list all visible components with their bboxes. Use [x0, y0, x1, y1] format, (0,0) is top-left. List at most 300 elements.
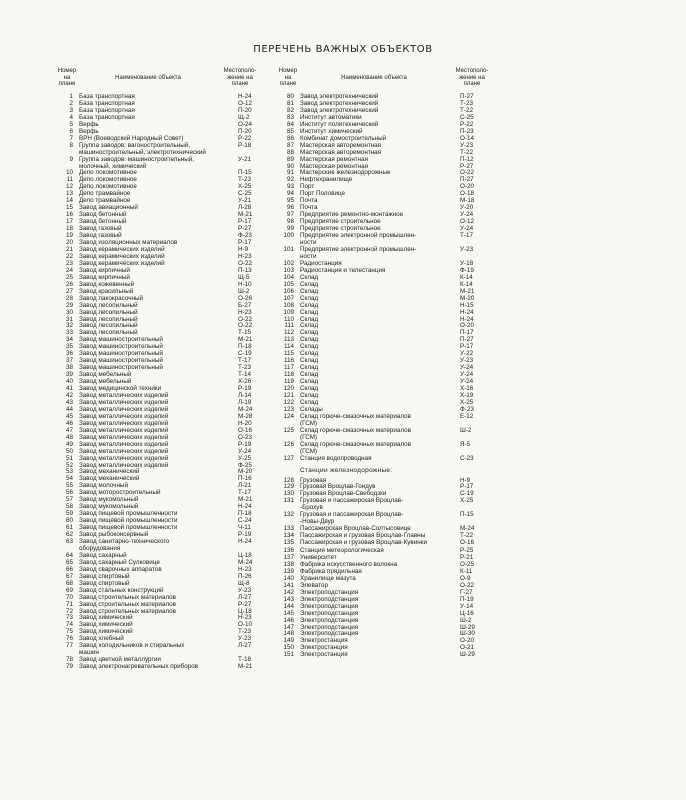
object-number: 95: [286, 197, 294, 205]
object-name: Склад: [300, 398, 319, 406]
object-location: Н-9: [238, 245, 249, 253]
object-number: 39: [65, 371, 73, 379]
object-number: 117: [283, 364, 294, 372]
object-number: 150: [283, 644, 294, 652]
objects-column-right: [276, 68, 492, 659]
object-number: 86: [286, 134, 294, 142]
object-number: 82: [286, 106, 294, 114]
object-number: 19: [65, 232, 73, 240]
object-number: 134: [283, 532, 294, 540]
object-name: Фабрика искусственного волокна: [300, 560, 398, 568]
object-name: Склад: [300, 357, 319, 365]
object-name: Радиостанция: [300, 259, 342, 267]
object-location: Я-5: [460, 440, 471, 448]
object-location: Ш-30: [460, 630, 475, 638]
object-name: Станция метеорологическая: [300, 547, 384, 555]
object-location: Р-27: [238, 225, 252, 233]
object-location: Н-15: [460, 301, 474, 309]
object-number: 20: [65, 239, 73, 247]
object-name: Склад: [300, 301, 319, 309]
object-number: 94: [286, 190, 294, 198]
object-location: С-25: [460, 113, 474, 121]
object-name: Мастерская ремонтная: [300, 155, 369, 163]
object-name: Склад горюче-смазочных материалов (ГСМ): [300, 412, 411, 427]
object-name: База транспортная: [79, 93, 135, 100]
object-location: Ш-29: [460, 651, 475, 659]
object-row: [55, 664, 260, 671]
object-name: Завод химический: [79, 614, 133, 622]
object-name: Завод стальных конструкций: [79, 586, 164, 594]
object-location: Р-17: [238, 218, 252, 226]
object-name: Завод газовый: [79, 225, 122, 233]
object-location: М-21: [460, 287, 475, 295]
object-number: 74: [65, 621, 73, 629]
object-name: Грузовая Вроцлав-Гондув: [300, 483, 376, 491]
object-location: Т-14: [238, 371, 251, 379]
object-location: П-12: [460, 155, 474, 163]
object-location: П-20: [238, 106, 252, 114]
object-number: 55: [65, 482, 73, 490]
object-name: Завод металлических изделий: [79, 447, 169, 455]
object-number: 122: [283, 398, 294, 406]
object-name: Электроподстанция: [300, 602, 359, 610]
object-location: У-23: [238, 586, 252, 594]
object-name: Завод электротехнический: [300, 99, 379, 107]
object-number: 9: [69, 155, 73, 163]
object-location: Н-24: [460, 315, 474, 323]
object-number: 14: [65, 197, 73, 205]
object-location: П-15: [460, 511, 474, 519]
object-number: 49: [65, 440, 73, 448]
object-location: Н-9: [460, 476, 471, 484]
object-name: Электроподстанция: [300, 595, 359, 603]
object-location: Р-19: [238, 440, 252, 448]
object-location: Л-14: [238, 391, 252, 399]
object-name: Депо трамвайное: [79, 197, 131, 205]
object-location: Р-27: [238, 600, 252, 608]
object-location: Ш-29: [460, 623, 475, 631]
object-name: Завод металлических изделий: [79, 419, 169, 427]
object-location: Н-20: [238, 419, 252, 427]
object-location: У-24: [460, 225, 474, 233]
object-location: Х-16: [460, 385, 474, 393]
object-location: Н-24: [238, 503, 252, 511]
object-location: Р-21: [460, 554, 474, 561]
object-name: Завод сварочных аппаратов: [79, 565, 162, 573]
object-location: У-14: [460, 602, 474, 610]
object-location: П-23: [460, 127, 474, 135]
object-location: У-20: [460, 204, 474, 212]
object-name: Завод лакокрасочный: [79, 294, 144, 302]
object-name: Почта: [300, 204, 318, 212]
object-location: С-25: [238, 190, 252, 198]
object-location: О-20: [460, 183, 474, 191]
object-number: 102: [283, 259, 294, 267]
object-location: О-22: [238, 315, 252, 323]
object-name: Мастерская ремонтная: [300, 162, 369, 170]
object-number: 112: [283, 329, 294, 337]
object-location: П-27: [460, 93, 474, 100]
object-name: Завод металлических изделий: [79, 433, 169, 441]
object-location: Р-19: [238, 531, 252, 539]
object-location: Н-24: [238, 93, 252, 100]
object-number: 33: [65, 329, 73, 337]
object-location: О-22: [238, 322, 252, 330]
object-number: 149: [283, 637, 294, 645]
object-number: 145: [283, 609, 294, 617]
object-name: Завод механический: [79, 468, 140, 476]
object-name: Завод строительных материалов: [79, 607, 177, 615]
object-location: Ч-11: [238, 524, 251, 532]
object-location: У-23: [460, 141, 474, 149]
object-name: Электроподстанция: [300, 588, 359, 596]
object-number: 80: [286, 93, 294, 100]
object-location: Н-23: [238, 614, 252, 622]
object-location: Т-17: [238, 357, 251, 365]
object-number: 129: [283, 483, 294, 491]
object-location: Р-27: [460, 162, 474, 170]
object-number: 137: [283, 554, 294, 561]
object-location: Ш-2: [238, 287, 250, 295]
object-number: 78: [65, 656, 73, 664]
object-name: Группа заводов: машиностроительный, молочный, химический: [79, 155, 195, 170]
object-row: [55, 143, 260, 157]
object-location: Г-27: [460, 588, 473, 596]
object-name: Завод лесопильный: [79, 315, 138, 323]
object-name: Склад: [300, 329, 319, 337]
object-number: 17: [65, 218, 73, 226]
object-number: 21: [65, 245, 73, 253]
object-name: Завод керамических изделий: [79, 259, 165, 267]
object-number: 42: [65, 391, 73, 399]
object-name: Склад горюче-смазочных материалов (ГСМ): [300, 426, 411, 441]
object-row: [55, 157, 260, 171]
object-location: Т-22: [460, 148, 473, 156]
object-name: Завод хлебный: [79, 635, 124, 643]
object-location: Н-23: [238, 565, 252, 573]
object-location: Т-15: [238, 329, 251, 337]
object-name: Завод газовый: [79, 232, 122, 240]
object-name: Верфь: [79, 120, 99, 128]
object-number: 57: [65, 496, 73, 504]
object-number: 120: [283, 385, 294, 393]
object-location: О-16: [238, 426, 252, 434]
object-number: 59: [65, 510, 73, 518]
object-number: 26: [65, 280, 73, 288]
object-name: Завод красильный: [79, 287, 134, 295]
object-number: 93: [286, 183, 294, 191]
object-name: Электроподстанция: [300, 616, 359, 624]
object-location: К-11: [460, 567, 473, 575]
object-name: Завод лесопильный: [79, 301, 138, 309]
object-location: Л-21: [238, 482, 252, 490]
object-location: М-21: [238, 496, 253, 504]
object-name: Депо локомотивное: [79, 169, 137, 177]
object-number: 81: [286, 99, 294, 107]
object-name: Завод изоляционных материалов: [79, 239, 178, 247]
object-name: Нефтехранилище: [300, 176, 353, 184]
object-name: Склад: [300, 391, 319, 399]
object-name: Комбинат домостроительный: [300, 134, 387, 142]
object-number: 130: [283, 490, 294, 498]
object-name: Завод металлических изделий: [79, 412, 169, 420]
object-number: 139: [283, 567, 294, 575]
object-number: 116: [283, 357, 294, 365]
object-name: Верфь: [79, 127, 99, 135]
object-name: База транспортная: [79, 99, 135, 107]
object-name: Университет: [300, 554, 337, 561]
object-name: Завод бетонный: [79, 211, 127, 219]
object-name: ВРН (Воеводский Народный Совет): [79, 134, 184, 142]
objects-list-right: [276, 94, 492, 659]
object-name: Депо локомотивное: [79, 183, 137, 191]
object-name: Институт химический: [300, 127, 363, 135]
object-location: Ц-18: [238, 607, 252, 615]
object-name: Хранилище мазута: [300, 574, 356, 582]
object-location: Р-22: [238, 134, 252, 142]
object-number: 141: [283, 581, 294, 589]
object-location: Т-23: [238, 628, 251, 636]
object-name: Склад: [300, 273, 319, 281]
object-name: Пассажирская и грузовая Вроцлав-Главны: [300, 532, 426, 540]
column-header: [55, 68, 260, 94]
object-name: Завод кожевенный: [79, 280, 135, 288]
object-location: Л-28: [238, 204, 252, 212]
object-name: Склад горюче-смазочных материалов (ГСМ): [300, 440, 411, 455]
object-number: 13: [65, 190, 73, 198]
object-location: Ф-23: [460, 405, 474, 413]
object-location: П-15: [238, 169, 252, 177]
object-row: [276, 428, 492, 442]
object-name: Предприятие строительное: [300, 225, 381, 233]
object-number: 99: [286, 225, 294, 233]
object-location: У-24: [460, 371, 474, 379]
object-location: Ф-25: [238, 461, 252, 469]
object-location: Р-18: [238, 141, 252, 149]
object-name: Радиостанция и телестанция: [300, 266, 386, 274]
object-number: 75: [65, 628, 73, 636]
object-number: 46: [65, 419, 73, 427]
object-name: Пассажирская Вроцлав-Солтысовице: [300, 525, 411, 533]
object-name: Грузовая: [300, 476, 327, 484]
object-number: 101: [283, 245, 294, 253]
object-number: 25: [65, 273, 73, 281]
objects-column-left: [55, 68, 260, 671]
object-name: База транспортная: [79, 106, 135, 114]
object-number: 72: [65, 607, 73, 615]
object-name: Группа заводов: вагоностроительный, машиностроительный, электротехнический: [79, 141, 206, 156]
object-location: Т-23: [238, 176, 251, 184]
object-row: [276, 414, 492, 428]
object-number: 50: [65, 447, 73, 455]
object-number: 114: [283, 343, 294, 351]
object-number: 140: [283, 574, 294, 582]
object-location: Ф-23: [238, 232, 252, 240]
object-number: 51: [65, 454, 73, 462]
object-number: 88: [286, 148, 294, 156]
object-location: П-27: [460, 336, 474, 344]
object-number: 68: [65, 579, 73, 587]
object-number: 41: [65, 385, 73, 393]
object-name: Завод кирпичный: [79, 266, 130, 274]
object-number: 144: [283, 602, 294, 610]
object-name: Склад: [300, 280, 319, 288]
object-name: Склад: [300, 322, 319, 330]
object-location: О-9: [460, 574, 471, 582]
object-number: 79: [65, 663, 73, 671]
object-name: Завод моторостроительный: [79, 489, 161, 497]
object-number: 108: [283, 301, 294, 309]
object-name: Завод химический: [79, 621, 133, 629]
object-number: 8: [69, 141, 73, 149]
object-number: 110: [283, 315, 294, 323]
object-number: 62: [65, 531, 73, 539]
object-location: Х-25: [238, 183, 252, 191]
object-number: 48: [65, 433, 73, 441]
object-number: 63: [65, 538, 73, 545]
object-name: Грузовая и пассажирская Вроцлав- -Новы-Двур: [300, 511, 404, 526]
object-number: 132: [283, 511, 294, 519]
object-number: 91: [286, 169, 294, 177]
object-name: Завод машиностроительный: [79, 336, 163, 344]
object-name: Завод мукомольный: [79, 503, 139, 511]
object-name: Завод керамических изделий: [79, 252, 165, 260]
object-location: Р-17: [460, 343, 474, 351]
object-location: Ш-2: [460, 426, 472, 434]
object-number: 105: [283, 280, 294, 288]
object-name: Завод молочный: [79, 482, 128, 490]
object-number: 32: [65, 322, 73, 330]
object-location: О-22: [238, 259, 252, 267]
object-number: 69: [65, 586, 73, 594]
object-name: Завод лесопильный: [79, 308, 138, 316]
object-location: С-19: [460, 490, 474, 498]
object-location: М-24: [460, 525, 475, 533]
object-location: Е-12: [460, 412, 474, 420]
object-name: Пассажирская и грузовая Вроцлав-Кувинки: [300, 539, 428, 547]
object-name: Склад: [300, 294, 319, 302]
object-location: Н-24: [238, 538, 252, 545]
object-name: Завод электротехнический: [300, 93, 379, 100]
object-name: Завод рыбоконсервный: [79, 531, 149, 539]
object-number: 71: [65, 600, 73, 608]
object-number: 138: [283, 560, 294, 568]
object-number: 23: [65, 259, 73, 267]
object-number: 2: [69, 99, 73, 107]
object-location: О-22: [460, 169, 474, 177]
object-name: Завод кирпичный: [79, 273, 130, 281]
object-number: 77: [65, 642, 73, 650]
object-number: 24: [65, 266, 73, 274]
object-number: 84: [286, 120, 294, 128]
object-name: Элеватор: [300, 581, 328, 589]
object-number: 22: [65, 252, 73, 260]
object-name: Предприятие электронной промышлен- ности: [300, 245, 417, 260]
object-name: Завод мукомольный: [79, 496, 139, 504]
object-number: 111: [284, 322, 294, 330]
object-number: 124: [283, 412, 294, 420]
object-location: Щ-2: [238, 113, 250, 121]
object-number: 18: [65, 225, 73, 233]
object-number: 56: [65, 489, 73, 497]
object-location: М-28: [238, 412, 253, 420]
object-name: Фабрика прядильная: [300, 567, 362, 575]
object-number: 5: [69, 120, 73, 128]
object-number: 66: [65, 565, 73, 573]
object-number: 148: [283, 630, 294, 638]
object-name: Завод пищевой промышленности: [79, 517, 178, 525]
object-name: Завод машиностроительный: [79, 343, 163, 351]
object-name: Порт: [300, 183, 315, 191]
object-name: Завод сахарный Сулковице: [79, 558, 160, 566]
object-location: К-14: [460, 273, 473, 281]
object-location: Т-22: [460, 532, 473, 540]
header-name: Наименование объекта: [341, 75, 407, 81]
object-name: Завод металлических изделий: [79, 440, 169, 448]
object-name: Завод машиностроительный: [79, 350, 163, 358]
object-name: Порт Половице: [300, 190, 346, 198]
object-location: Б-27: [238, 301, 252, 309]
object-number: 92: [286, 176, 294, 184]
object-name: Завод металлических изделий: [79, 454, 169, 462]
object-location: Х-26: [238, 378, 252, 386]
object-name: Склад: [300, 364, 319, 372]
object-name: Грузовая и пассажирская Вроцлав- -Брохув: [300, 497, 404, 512]
object-location: М-24: [238, 405, 253, 413]
object-number: 61: [65, 524, 73, 532]
object-number: 16: [65, 211, 73, 219]
object-name: Завод спиртовый: [79, 579, 130, 587]
object-location: Л-27: [238, 642, 252, 650]
object-name: Завод авиационный: [79, 204, 138, 212]
object-number: 34: [65, 336, 73, 344]
object-number: 107: [283, 294, 294, 302]
object-location: П-26: [238, 572, 252, 580]
object-location: С-23: [460, 454, 474, 462]
object-number: 121: [283, 391, 294, 399]
object-row: [55, 539, 260, 553]
object-location: О-12: [460, 218, 474, 226]
object-number: 64: [65, 551, 73, 559]
object-name: Завод металлических изделий: [79, 391, 169, 399]
object-name: Склад: [300, 378, 319, 386]
object-number: 60: [65, 517, 73, 525]
object-number: 31: [65, 315, 73, 323]
object-location: Р-17: [460, 483, 474, 491]
object-number: 133: [283, 525, 294, 533]
object-number: 125: [283, 426, 294, 434]
object-location: У-24: [460, 378, 474, 386]
object-number: 135: [283, 539, 294, 547]
object-location: Т-18: [238, 656, 251, 664]
object-row: [276, 442, 492, 456]
object-number: 43: [65, 398, 73, 406]
object-location: Р-22: [460, 120, 474, 128]
object-location: Х-25: [460, 497, 474, 505]
object-number: 58: [65, 503, 73, 511]
object-location: Л-19: [238, 398, 252, 406]
object-number: 47: [65, 426, 73, 434]
object-number: 37: [65, 357, 73, 365]
object-name: Электроподстанция: [300, 630, 359, 638]
object-name: Завод металлических изделий: [79, 405, 169, 413]
object-number: 36: [65, 350, 73, 358]
object-location: О-21: [460, 644, 474, 652]
object-name: Завод спиртовый: [79, 572, 130, 580]
object-number: 12: [65, 183, 73, 191]
object-number: 119: [283, 378, 294, 386]
object-name: Мастерские железнодорожные: [300, 169, 391, 177]
